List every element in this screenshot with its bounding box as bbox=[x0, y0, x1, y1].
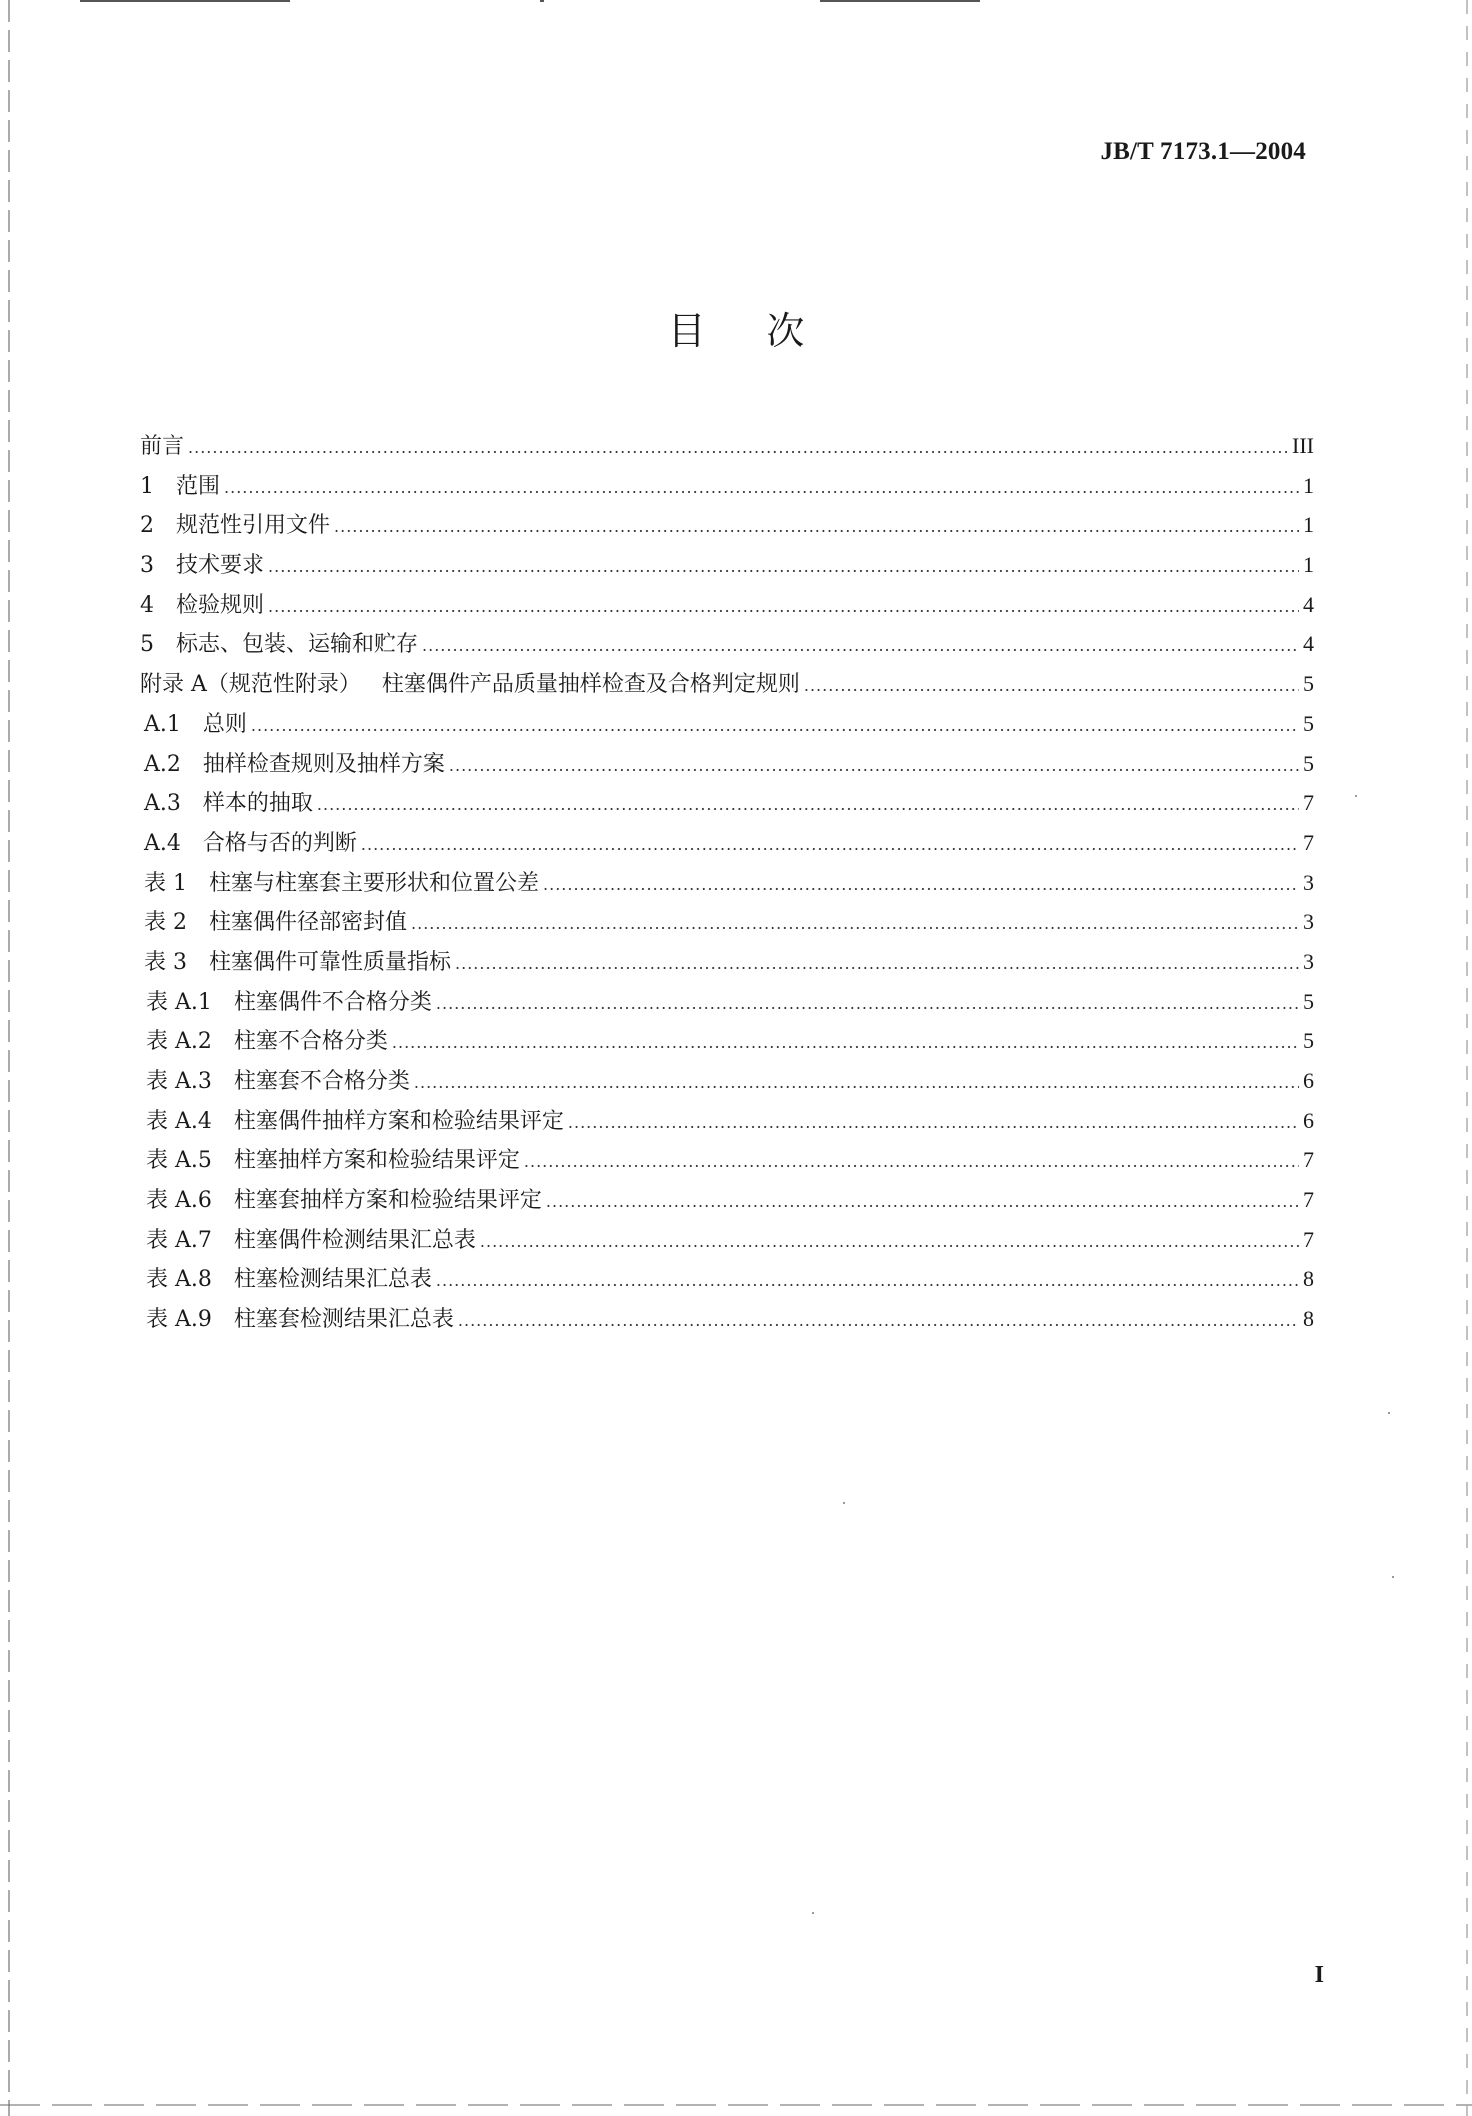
toc-label: 柱塞套不合格分类 bbox=[233, 1069, 410, 1094]
toc-entry-a4[interactable] bbox=[140, 823, 1314, 863]
toc-page: 5 bbox=[1303, 750, 1314, 776]
toc-page: 3 bbox=[1303, 909, 1314, 935]
toc-label: 合格与否的判断 bbox=[202, 830, 357, 856]
toc-label: 柱塞偶件不合格分类 bbox=[233, 989, 432, 1015]
toc-label: 样本的抽取 bbox=[202, 791, 313, 817]
toc-label: 范围 bbox=[176, 473, 221, 499]
toc-leader-dots bbox=[543, 865, 1299, 905]
scan-speck bbox=[1355, 795, 1357, 797]
toc-entry-table-a9[interactable] bbox=[140, 1299, 1314, 1339]
toc-entry-foreword[interactable] bbox=[140, 426, 1314, 466]
scan-edge-top bbox=[0, 0, 1472, 6]
toc-label: 标志、包装、运输和贮存 bbox=[176, 632, 419, 658]
toc-entry-table-a1[interactable] bbox=[140, 982, 1314, 1022]
toc-page: 5 bbox=[1303, 671, 1314, 697]
toc-number: 3 bbox=[140, 553, 154, 579]
toc-number: 表 A.8 bbox=[146, 1267, 212, 1293]
scan-speck bbox=[1392, 1576, 1394, 1578]
toc-page: 7 bbox=[1303, 790, 1314, 816]
toc-page: 7 bbox=[1303, 1147, 1314, 1173]
table-of-contents bbox=[140, 426, 1314, 1339]
scan-speck bbox=[812, 1912, 814, 1914]
page-title: 目次 bbox=[667, 309, 866, 353]
toc-label: 柱塞抽样方案和检验结果评定 bbox=[233, 1148, 520, 1174]
toc-leader-dots bbox=[334, 507, 1299, 547]
toc-label: 附录 A（规范性附录） 柱塞偶件产品质量抽样检查及合格判定规则 bbox=[140, 672, 800, 698]
toc-leader-dots bbox=[361, 825, 1299, 865]
toc-leader-dots bbox=[480, 1222, 1299, 1262]
toc-label: 柱塞偶件检测结果汇总表 bbox=[233, 1227, 476, 1253]
toc-number: A.3 bbox=[144, 791, 181, 817]
toc-page: III bbox=[1292, 433, 1314, 458]
page-number: I bbox=[1314, 1962, 1324, 1988]
toc-leader-dots bbox=[455, 944, 1299, 984]
toc-leader-dots bbox=[436, 1261, 1299, 1301]
toc-label: 柱塞套检测结果汇总表 bbox=[233, 1307, 454, 1333]
toc-page: 8 bbox=[1303, 1266, 1314, 1292]
toc-number: 表 3 bbox=[144, 949, 187, 975]
toc-leader-dots bbox=[268, 587, 1299, 627]
toc-page: 5 bbox=[1303, 710, 1314, 736]
toc-entry-annex-a[interactable] bbox=[140, 664, 1314, 704]
toc-leader-dots bbox=[568, 1103, 1299, 1143]
toc-entry-table-3[interactable] bbox=[140, 942, 1314, 982]
scan-speck bbox=[843, 1502, 845, 1504]
toc-leader-dots bbox=[188, 428, 1288, 468]
toc-entry-table-2[interactable] bbox=[140, 902, 1314, 942]
toc-number: 4 bbox=[140, 592, 154, 618]
toc-page: 5 bbox=[1303, 1028, 1314, 1054]
toc-entry-table-a3[interactable] bbox=[140, 1061, 1314, 1101]
toc-entry-marking-packing[interactable] bbox=[140, 624, 1314, 664]
toc-page: 7 bbox=[1303, 829, 1314, 855]
toc-leader-dots bbox=[268, 547, 1299, 587]
toc-number: 5 bbox=[140, 632, 154, 658]
toc-leader-dots bbox=[411, 904, 1299, 944]
toc-number: 表 A.2 bbox=[146, 1029, 212, 1055]
toc-label: 规范性引用文件 bbox=[176, 513, 331, 539]
toc-number: A.2 bbox=[144, 751, 181, 777]
toc-page: 5 bbox=[1303, 988, 1314, 1014]
toc-label: 柱塞偶件抽样方案和检验结果评定 bbox=[233, 1108, 564, 1134]
toc-number: 表 A.6 bbox=[146, 1188, 212, 1214]
toc-number: 表 1 bbox=[144, 870, 187, 896]
toc-entry-inspection-rules[interactable] bbox=[140, 585, 1314, 625]
toc-label: 前言 bbox=[140, 434, 185, 459]
toc-entry-table-a5[interactable] bbox=[140, 1140, 1314, 1180]
toc-page: 8 bbox=[1303, 1306, 1314, 1332]
toc-leader-dots bbox=[422, 626, 1299, 666]
toc-page: 7 bbox=[1303, 1226, 1314, 1252]
toc-label: 技术要求 bbox=[176, 553, 265, 579]
toc-entry-table-1[interactable] bbox=[140, 863, 1314, 903]
toc-page: 1 bbox=[1303, 512, 1314, 538]
toc-entry-table-a7[interactable] bbox=[140, 1220, 1314, 1260]
toc-number: 表 A.9 bbox=[146, 1307, 212, 1333]
document-code: JB/T 7173.1—2004 bbox=[1100, 138, 1306, 165]
toc-entry-table-a6[interactable] bbox=[140, 1180, 1314, 1220]
toc-entry-normative-references[interactable] bbox=[140, 505, 1314, 545]
toc-label: 柱塞套抽样方案和检验结果评定 bbox=[233, 1188, 542, 1214]
toc-number: 表 A.1 bbox=[146, 989, 212, 1015]
toc-label: 柱塞检测结果汇总表 bbox=[233, 1267, 432, 1293]
toc-number: 表 A.3 bbox=[146, 1069, 212, 1094]
toc-number: 表 2 bbox=[144, 910, 187, 936]
toc-entry-a1[interactable] bbox=[140, 704, 1314, 744]
toc-entry-a2[interactable] bbox=[140, 744, 1314, 784]
toc-leader-dots bbox=[392, 1023, 1299, 1063]
toc-entry-scope[interactable] bbox=[140, 466, 1314, 506]
toc-page: 3 bbox=[1303, 948, 1314, 974]
toc-entry-table-a4[interactable] bbox=[140, 1101, 1314, 1141]
toc-label: 柱塞偶件可靠性质量指标 bbox=[209, 949, 452, 975]
toc-number: A.4 bbox=[144, 830, 181, 856]
toc-label: 柱塞与柱塞套主要形状和位置公差 bbox=[209, 870, 540, 896]
toc-label: 检验规则 bbox=[176, 592, 265, 618]
toc-number: A.1 bbox=[144, 711, 181, 737]
toc-page: 4 bbox=[1303, 591, 1314, 617]
toc-leader-dots bbox=[317, 785, 1299, 825]
scan-edge-bottom bbox=[0, 2104, 1472, 2106]
toc-leader-dots bbox=[436, 984, 1299, 1024]
toc-page: 1 bbox=[1303, 552, 1314, 578]
toc-leader-dots bbox=[224, 468, 1299, 508]
toc-entry-table-a2[interactable] bbox=[140, 1021, 1314, 1061]
toc-leader-dots bbox=[804, 666, 1299, 706]
toc-entry-table-a8[interactable] bbox=[140, 1259, 1314, 1299]
toc-page: 7 bbox=[1303, 1187, 1314, 1213]
toc-label: 总则 bbox=[202, 711, 247, 737]
toc-leader-dots bbox=[524, 1142, 1299, 1182]
toc-number: 表 A.5 bbox=[146, 1148, 212, 1174]
toc-page: 1 bbox=[1303, 472, 1314, 498]
toc-page: 4 bbox=[1303, 631, 1314, 657]
toc-label: 抽样检查规则及抽样方案 bbox=[202, 751, 445, 777]
toc-leader-dots bbox=[458, 1301, 1299, 1341]
toc-label: 柱塞不合格分类 bbox=[233, 1029, 388, 1055]
toc-page: 6 bbox=[1303, 1107, 1314, 1133]
toc-leader-dots bbox=[546, 1182, 1299, 1222]
toc-page: 3 bbox=[1303, 869, 1314, 895]
toc-number: 表 A.7 bbox=[146, 1227, 212, 1253]
toc-number: 2 bbox=[140, 513, 154, 539]
toc-leader-dots bbox=[414, 1063, 1299, 1103]
toc-leader-dots bbox=[251, 706, 1299, 746]
toc-number: 1 bbox=[140, 473, 154, 499]
toc-number: 表 A.4 bbox=[146, 1108, 212, 1134]
toc-leader-dots bbox=[449, 746, 1299, 786]
scan-speck bbox=[1388, 1412, 1390, 1414]
toc-entry-a3[interactable] bbox=[140, 783, 1314, 823]
toc-page: 6 bbox=[1303, 1068, 1314, 1093]
toc-label: 柱塞偶件径部密封值 bbox=[209, 910, 408, 936]
toc-entry-technical-requirements[interactable] bbox=[140, 545, 1314, 585]
